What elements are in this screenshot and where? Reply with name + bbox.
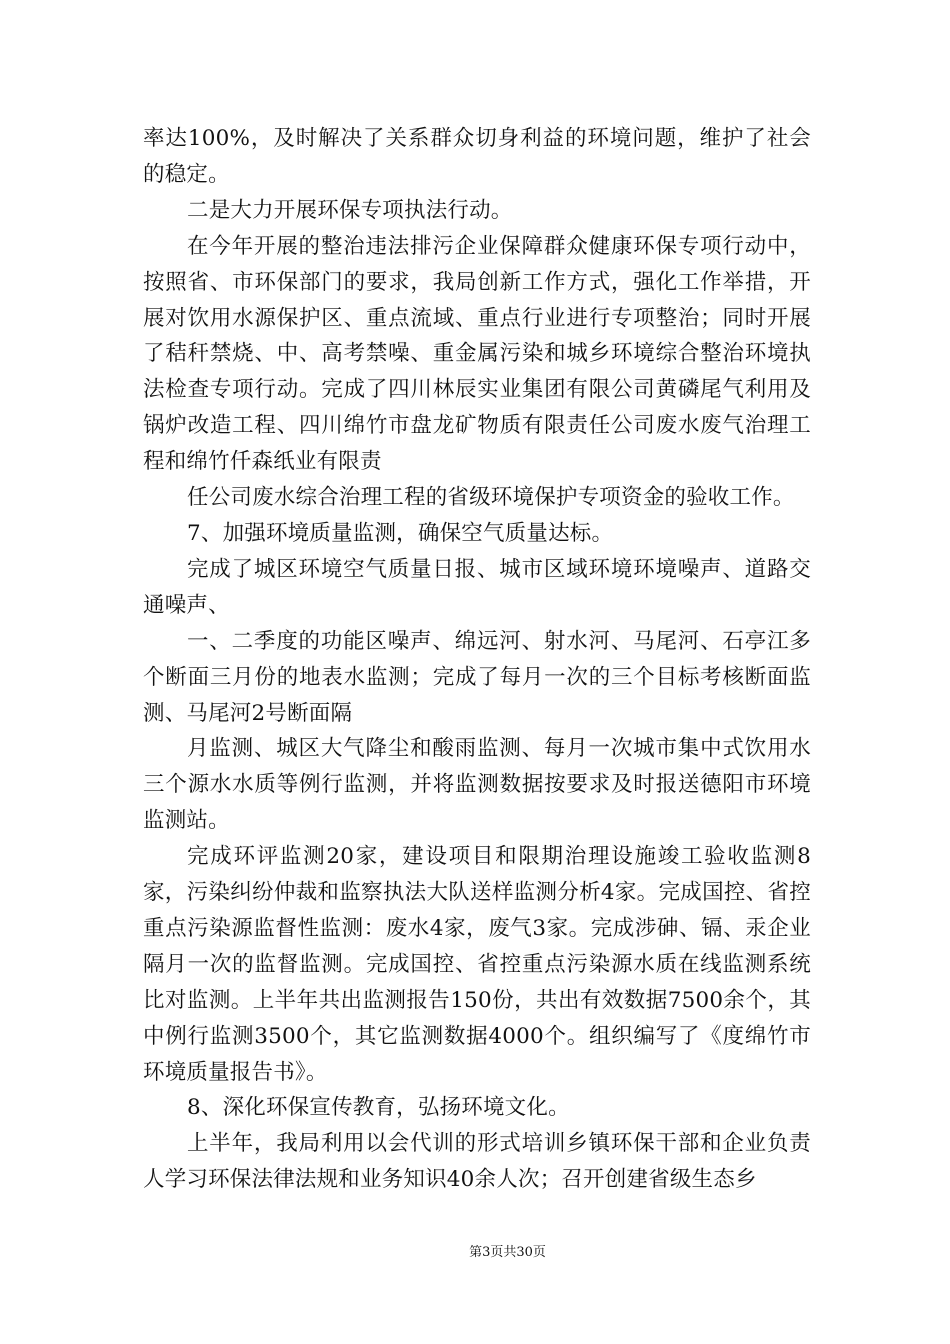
paragraph-2: 二是大力开展环保专项执法行动。 — [187, 197, 513, 223]
paragraph-8: 月监测、城区大气降尘和酸雨监测、每月一次城市集中式饮用水三个源水水质等例行监测，并将监测数据按要求及时报送德阳市环境监测站。 — [143, 736, 811, 834]
paragraph-7: 一、二季度的功能区噪声、绵远河、射水河、马尾河、石亭江多个断面三月份的地表水监测；完成了每月一次的三个目标考核断面监测、马尾河2号断面隔 — [143, 628, 811, 726]
paragraph-9: 完成环评监测20家，建设项目和限期治理设施竣工验收监测8家，污染纠纷仲裁和监察执法大队送样监测分析4家。完成国控、省控重点污染源监督性监测：废水4家，废气3家。完成涉砷、镉、汞企业隔月一次的监督监测。完成国控、省控重点污染源水质在线监测系统比对监测。上半年共出监测报告150份，共出有效数据7500余个，其中例行监测3500个，其它监测数据4000个。组织编写了《度绵竹市环境质量报告书》。 — [143, 844, 811, 1085]
paragraph-11: 上半年，我局利用以会代训的形式培训乡镇环保干部和企业负责人学习环保法律法规和业务知识40余人次；召开创建省级生态乡 — [143, 1131, 811, 1193]
paragraph-1: 率达100%，及时解决了关系群众切身利益的环境问题，维护了社会的稳定。 — [143, 126, 811, 187]
paragraph-4: 任公司废水综合治理工程的省级环境保护专项资金的验收工作。 — [187, 485, 795, 511]
paragraph-10: 8、深化环保宣传教育，弘扬环境文化。 — [187, 1095, 570, 1121]
paragraph-5: 7、加强环境质量监测，确保空气质量达标。 — [187, 520, 614, 546]
document-body — [143, 121, 811, 1198]
paragraph-6: 完成了城区环境空气质量日报、城市区域环境环境噪声、道路交通噪声、 — [143, 556, 811, 618]
paragraph-3: 在今年开展的整治违法排污企业保障群众健康环保专项行动中，按照省、市环保部门的要求，我局创新工作方式，强化工作举措，开展对饮用水源保护区、重点流域、重点行业进行专项整治；同时开展了秸秆禁烧、中、高考禁噪、重金属污染和城乡环境综合整治环境执法检查专项行动。完成了四川林辰实业集团有限公司黄磷尾气利用及锅炉改造工程、四川绵竹市盘龙矿物质有限责任公司废水废气治理工程和绵竹仟森纸业有限责 — [143, 233, 811, 475]
page-number-footer: 第3页共30页 — [469, 1245, 546, 1260]
